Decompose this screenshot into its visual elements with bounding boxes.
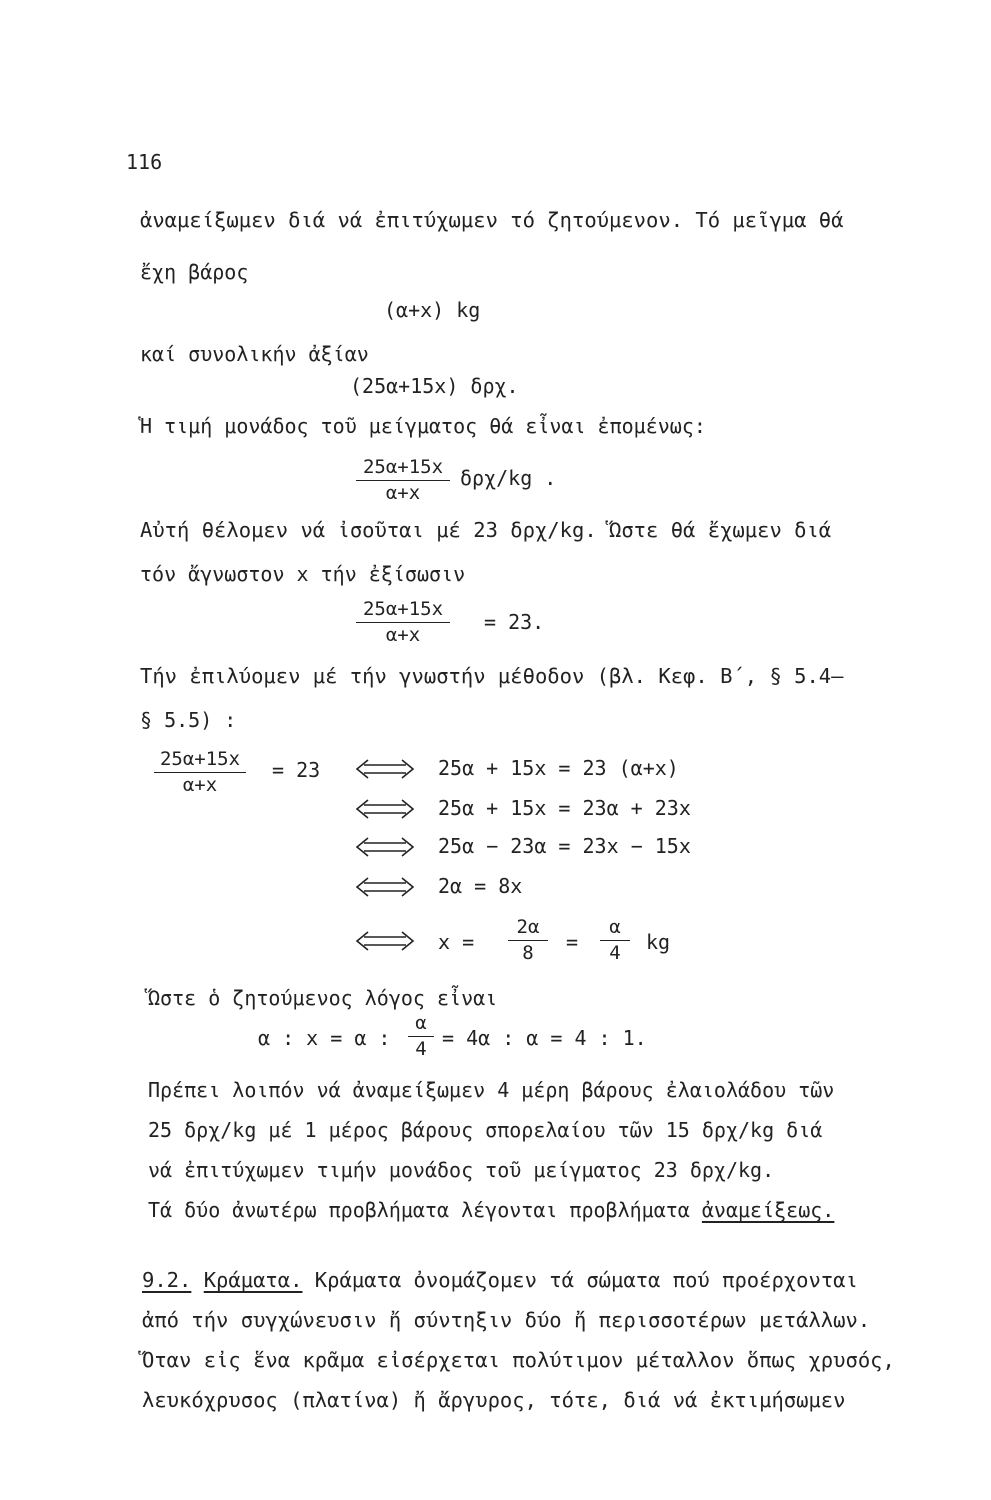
derivation-step-4: 2α = 8x [438, 874, 523, 898]
text-line-2: ἔχη βάρος [140, 260, 249, 284]
equivalence-arrow-icon [354, 836, 416, 858]
text-line-6: Ἡ τιμή μονάδος τοῦ μείγματος θά εἶναι ἐπομένως: [140, 414, 706, 438]
section-line-1 [142, 1268, 858, 1292]
price-fraction-denominator: α+x [385, 482, 421, 504]
paragraph-line-3: νά ἐπιτύχωμεν τιμήν μονάδος τοῦ μείγματος 23 δρχ/kg. [148, 1158, 775, 1182]
ratio-fraction [408, 1012, 434, 1060]
equivalence-arrow-icon [354, 876, 416, 898]
ratio-equation-part-1: α : x = α : [258, 1026, 391, 1050]
paragraph-line-2: 25 δρχ/kg μέ 1 μέρος βάρους σπορελαίου τῶν 15 δρχ/kg διά [148, 1118, 823, 1142]
section-number: 9.2. [142, 1268, 192, 1292]
paragraph-line-4 [148, 1198, 834, 1222]
solve-fraction-denominator: α+x [182, 774, 218, 796]
x-fraction-b-denominator: 4 [609, 942, 621, 964]
text-line-5: (25α+15x) δρχ. [350, 374, 519, 398]
section-line-4: λευκόχρυσος (πλατίνα) ἤ ἄργυρος, τότε, διά νά ἐκτιμήσωμεν [142, 1388, 846, 1412]
ratio-fraction-numerator: α [408, 1012, 434, 1037]
equivalence-arrow-icon [354, 758, 416, 780]
text-line-12: § 5.5) : [140, 708, 237, 732]
derivation-step-3: 25α − 23α = 23x − 15x [438, 834, 691, 858]
x-fraction-b-numerator: α [600, 916, 630, 941]
section-line-2: ἀπό τήν συγχώνευσιν ἤ σύντηξιν δύο ἤ περισσοτέρων μετάλλων. [142, 1308, 871, 1332]
text-line-11: Τήν ἐπιλύομεν μέ τήν γνωστήν μέθοδον (βλ. Κεφ. Β΄, § 5.4– [140, 664, 844, 688]
derivation-equals: = [566, 930, 579, 954]
text-line-3: (α+x) kg [384, 298, 481, 322]
ratio-equation-part-2: = 4α : α = 4 : 1. [442, 1026, 647, 1050]
equation-fraction-denominator: α+x [385, 624, 421, 646]
x-fraction-b [600, 916, 630, 964]
solve-fraction-numerator: 25α+15x [154, 748, 246, 773]
equation-rhs: = 23. [484, 610, 545, 634]
paragraph-line-1: Πρέπει λοιπόν νά ἀναμείξωμεν 4 μέρη βάρους ἐλαιολάδου τῶν [148, 1078, 835, 1102]
section-line-1-text: Κράματα ὀνομάζομεν τά σώματα πού προέρχονται [302, 1268, 858, 1292]
x-fraction-a-denominator: 8 [522, 942, 534, 964]
derivation-step-2: 25α + 15x = 23α + 23x [438, 796, 691, 820]
text-line-4: καί συνολικήν ἀξίαν [140, 342, 369, 366]
text-line-8: Αὐτή θέλομεν νά ἰσοῦται μέ 23 δρχ/kg. Ὥστε θά ἔχωμεν διά [140, 518, 832, 542]
page-number: 116 [126, 150, 163, 174]
price-unit: δρχ/kg . [460, 466, 557, 490]
section-title: Κράματα. [203, 1268, 303, 1292]
price-fraction [356, 456, 450, 504]
solve-lhs-value: = 23 [272, 758, 321, 782]
derivation-step-1: 25α + 15x = 23 (α+x) [438, 756, 679, 780]
x-fraction-a [508, 916, 548, 964]
solve-fraction [154, 748, 246, 796]
price-fraction-numerator: 25α+15x [356, 456, 450, 481]
equivalence-arrow-icon [354, 798, 416, 820]
section-line-3: Ὅταν εἰς ἕνα κρᾶμα εἰσέρχεται πολύτιμον μέταλλον ὅπως χρυσός, [142, 1348, 895, 1372]
ratio-intro: Ὥστε ὁ ζητούμενος λόγος εἶναι [148, 986, 498, 1010]
x-fraction-a-numerator: 2α [508, 916, 548, 941]
equivalence-arrow-icon [354, 930, 416, 952]
underlined-term: ἀναμείξεως. [701, 1198, 835, 1222]
equation-fraction-numerator: 25α+15x [356, 598, 450, 623]
ratio-fraction-denominator: 4 [415, 1038, 427, 1060]
derivation-unit: kg [646, 930, 671, 954]
derivation-x-label: x = [438, 930, 475, 954]
paragraph-line-4-text: Τά δύο ἀνωτέρω προβλήματα λέγονται προβλήματα [148, 1198, 702, 1222]
equation-fraction [356, 598, 450, 646]
text-line-9: τόν ἄγνωστον x τήν ἐξίσωσιν [140, 562, 466, 586]
text-line-1: ἀναμείξωμεν διά νά ἐπιτύχωμεν τό ζητούμενον. Τό μεῖγμα θά [140, 208, 844, 232]
